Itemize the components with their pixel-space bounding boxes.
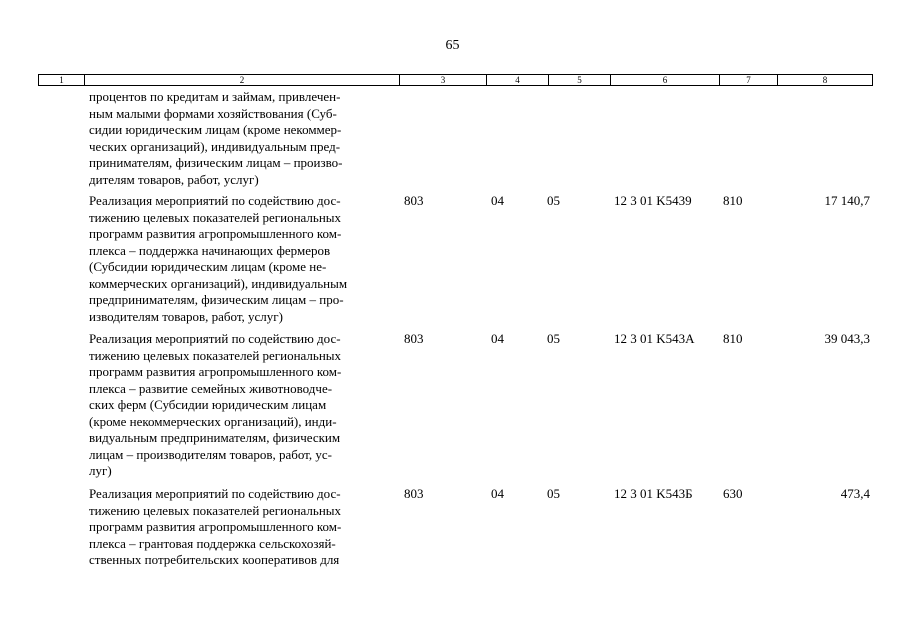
cell-target-article: 12 3 01 K5439 <box>614 193 692 208</box>
text-line: плекса – развитие семейных животноводче- <box>89 380 333 396</box>
cell-section-code: 04 <box>491 193 504 208</box>
cell-ministry-code: 803 <box>404 193 424 208</box>
text-line: видуальным предпринимателям, физическим <box>89 430 341 445</box>
text-line: ным малыми формами хозяйствования (Суб- <box>89 105 337 121</box>
text-line: процентов по кредитам и займам, привлечен- <box>89 89 341 104</box>
cell-amount: 39 043,3 <box>824 331 870 346</box>
cell-ministry-code: 803 <box>404 331 424 346</box>
text-line: тижению целевых показателей региональных <box>89 502 342 518</box>
header-col-3: 3 <box>400 75 487 85</box>
text-line: луг) <box>89 463 112 478</box>
text-line: ских ферм (Субсидии юридическим лицам <box>89 397 327 412</box>
text-line: тижению целевых показателей региональных <box>89 347 342 363</box>
row-description <box>89 193 399 325</box>
text-line: Реализация мероприятий по содействию дос- <box>89 331 341 346</box>
text-line: лицам – производителям товаров, работ, ус- <box>89 446 332 462</box>
cell-ministry-code: 803 <box>404 486 424 501</box>
cell-target-article: 12 3 01 K543Б <box>614 486 693 501</box>
header-col-1: 1 <box>39 75 85 85</box>
table-header-row <box>38 74 873 86</box>
text-line: (кроме некоммерческих организаций), инди- <box>89 413 337 429</box>
text-line: плекса – грантовая поддержка сельскохозяй- <box>89 535 336 551</box>
text-line: программ развития агропромышленного ком- <box>89 226 342 241</box>
text-line: тижению целевых показателей региональных <box>89 209 342 225</box>
text-line: ческих организаций), индивидуальным пред- <box>89 138 341 154</box>
cell-subsection-code: 05 <box>547 486 560 501</box>
cell-subsection-code: 05 <box>547 193 560 208</box>
text-line: ственных потребительских кооперативов для <box>89 552 340 567</box>
header-col-6: 6 <box>611 75 720 85</box>
cell-section-code: 04 <box>491 331 504 346</box>
row-description <box>89 486 399 569</box>
header-col-5: 5 <box>549 75 611 85</box>
cell-amount: 17 140,7 <box>824 193 870 208</box>
text-line: программ развития агропромышленного ком- <box>89 519 342 534</box>
text-line: предпринимателям, физическим лицам – про- <box>89 292 344 307</box>
header-col-7: 7 <box>720 75 778 85</box>
cell-expense-type: 810 <box>723 193 743 208</box>
header-col-2: 2 <box>85 75 400 85</box>
cell-subsection-code: 05 <box>547 331 560 346</box>
cell-target-article: 12 3 01 K543A <box>614 331 695 346</box>
text-line: принимателям, физическим лицам – произво- <box>89 155 343 170</box>
text-line: изводителям товаров, работ, услуг) <box>89 308 283 324</box>
text-line: сидии юридическим лицам (кроме некоммер- <box>89 122 342 137</box>
text-line: Реализация мероприятий по содействию дос- <box>89 193 341 208</box>
text-line: плекса – поддержка начинающих фермеров <box>89 242 331 258</box>
header-col-4: 4 <box>487 75 549 85</box>
text-line: Реализация мероприятий по содействию дос- <box>89 486 341 501</box>
continuation-text <box>89 89 399 188</box>
page-number: 65 <box>445 38 460 53</box>
cell-expense-type: 630 <box>723 486 743 501</box>
cell-expense-type: 810 <box>723 331 743 346</box>
text-line: дителям товаров, работ, услуг) <box>89 171 259 187</box>
header-col-8: 8 <box>822 75 828 85</box>
text-line: (Субсидии юридическим лицам (кроме не- <box>89 259 327 274</box>
cell-section-code: 04 <box>491 486 504 501</box>
text-line: коммерческих организаций), индивидуальным <box>89 275 348 291</box>
row-description <box>89 331 399 480</box>
text-line: программ развития агропромышленного ком- <box>89 364 342 379</box>
cell-amount: 473,4 <box>840 486 870 501</box>
